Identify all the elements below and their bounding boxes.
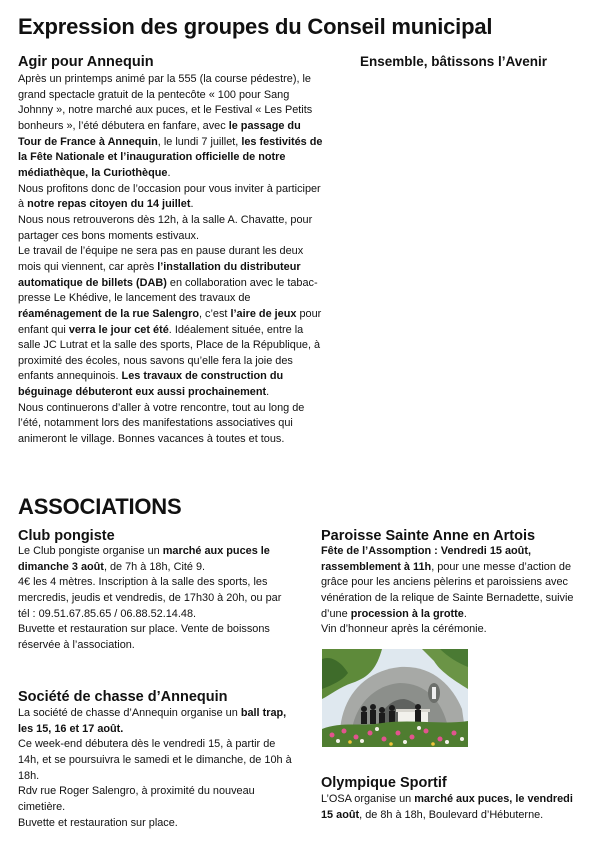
grotto-photo <box>322 649 468 747</box>
club-pongiste-title: Club pongiste <box>18 528 115 544</box>
bold-text: Les travaux de construction du béguinage débuteront eux aussi prochainement <box>18 370 284 399</box>
associations-heading: ASSOCIATIONS <box>18 494 182 519</box>
text-run: La société de chasse d’Annequin organise un <box>18 707 241 719</box>
text-run: Le travail de l’équipe ne sera pas en pause durant les deux mois qui viennent, car après <box>18 245 304 273</box>
paragraph <box>18 816 294 832</box>
text-run: . Idéalement située, entre la salle JC Lutrat et la salle des sports, Place de la République, à proximité des écoles, nous savons qu’elle fera la joie des enfants annequinois. <box>18 323 321 383</box>
text-run: . <box>190 198 194 211</box>
text-run: Buvette et restauration sur place. <box>18 816 178 829</box>
paroisse-title: Paroisse Sainte Anne en Artois <box>321 528 536 544</box>
text-run: en collaboration avec le tabac-presse Le Khédive, le lancement des travaux de <box>18 276 318 305</box>
bold-text: procession à la grotte <box>350 607 464 620</box>
osa-text <box>321 792 583 823</box>
text-run: Buvette et restauration sur place. Vente de boissons réservée à l’association. <box>18 623 270 651</box>
paragraph <box>18 737 294 784</box>
paragraph <box>321 792 583 823</box>
paragraph <box>18 622 294 653</box>
bold-text: les festivités de la Fête Nationale et l’inauguration officielle de notre médiathèque, la Curiothèque <box>18 135 323 179</box>
group-title-agir: Agir pour Annequin <box>18 54 154 70</box>
club-pongiste-text <box>18 544 294 654</box>
bold-text: ball trap, les 15, 16 et 17 août. <box>18 707 287 735</box>
text-run: Ce week-end débutera dès le vendredi 15, à partir de 14h, et se poursuivra le samedi et le dimanche, de 10h à 18h. <box>18 738 292 782</box>
text-run: , c’est <box>198 307 231 320</box>
paragraph <box>18 182 326 213</box>
chasse-title: Société de chasse d’Annequin <box>18 689 228 705</box>
text-run: , le lundi 7 juillet, <box>157 135 242 148</box>
text-run: . <box>266 386 270 399</box>
paragraph <box>18 213 326 244</box>
paragraph <box>18 544 294 575</box>
text-run: Vin d’honneur après la cérémonie. <box>321 623 487 636</box>
bold-text: Fête de l’Assomption : Vendredi 15 août, rassemblement à 11h <box>321 545 531 573</box>
group-title-ensemble: Ensemble, bâtissons l’Avenir <box>360 54 548 69</box>
bold-text: l’installation du distributeur automatique de billets (DAB) <box>18 260 301 289</box>
bold-text: l’aire de jeux <box>230 307 297 320</box>
paragraph <box>18 706 294 737</box>
bold-text: marché aux puces le dimanche 3 août <box>18 545 270 573</box>
bold-text: verra le jour cet été <box>68 323 169 336</box>
paragraph <box>321 622 583 638</box>
text-run: pour enfant qui <box>18 307 322 336</box>
paragraph <box>18 784 294 815</box>
group-text-agir <box>18 72 326 448</box>
chasse-text <box>18 706 294 831</box>
paragraph <box>18 575 294 622</box>
paragraph <box>321 544 583 622</box>
osa-title: Olympique Sportif <box>321 775 447 791</box>
bold-text: le passage du Tour de France à Annequin <box>18 119 301 148</box>
text-run: Nous profitons donc de l’occasion pour vous inviter à participer à <box>18 182 321 211</box>
text-run: Nous continuerons d’aller à votre rencontre, tout au long de l’été, notamment lors des manifestations associatives qui animeront le village. Bonnes vacances à toutes et tous. <box>18 401 305 446</box>
text-run: , pour une messe d’action de grâce pour les anciens pèlerins et paroissiens avec vénération de la relique de Sainte Bernadette, suivie d’une <box>321 560 574 620</box>
text-run: 4€ les 4 mètres. Inscription à la salle des sports, les mercredis, jeudis et vendredis, de 17h30 à 20h, ou par tél : 09.51.67.85.65 / 06.88.52.14.48. <box>18 576 282 620</box>
text-run: . <box>167 166 171 179</box>
text-run: . <box>463 607 467 620</box>
paragraph <box>18 401 326 448</box>
text-run: Nous nous retrouverons dès 12h, à la salle A. Chavatte, pour partager ces bons moments estivaux. <box>18 213 313 242</box>
text-run: Après un printemps animé par la 555 (la course pédestre), le grand spectacle gratuit de la pentecôte « 100 pour Sang Johnny », notre marché aux puces, et le Festival « Les Petits bonheurs », l’été débutera en fanfare, avec <box>18 73 313 132</box>
page-title: Expression des groupes du Conseil municipal <box>18 14 493 39</box>
bold-text: réaménagement de la rue Salengro <box>18 307 199 320</box>
text-run: L’OSA organise un <box>321 793 415 805</box>
paragraph <box>18 244 326 401</box>
text-run: Rdv rue Roger Salengro, à proximité du nouveau cimetière. <box>18 785 255 813</box>
text-run: Le Club pongiste organise un <box>18 545 163 557</box>
paroisse-text <box>321 544 583 638</box>
text-run: , de 8h à 18h, Boulevard d’Hébuterne. <box>359 808 544 821</box>
text-run: , de 7h à 18h, Cité 9. <box>103 560 206 573</box>
paragraph <box>18 72 326 182</box>
bold-text: notre repas citoyen du 14 juillet <box>27 198 191 211</box>
bold-text: marché aux puces, le vendredi 15 août <box>321 793 573 821</box>
